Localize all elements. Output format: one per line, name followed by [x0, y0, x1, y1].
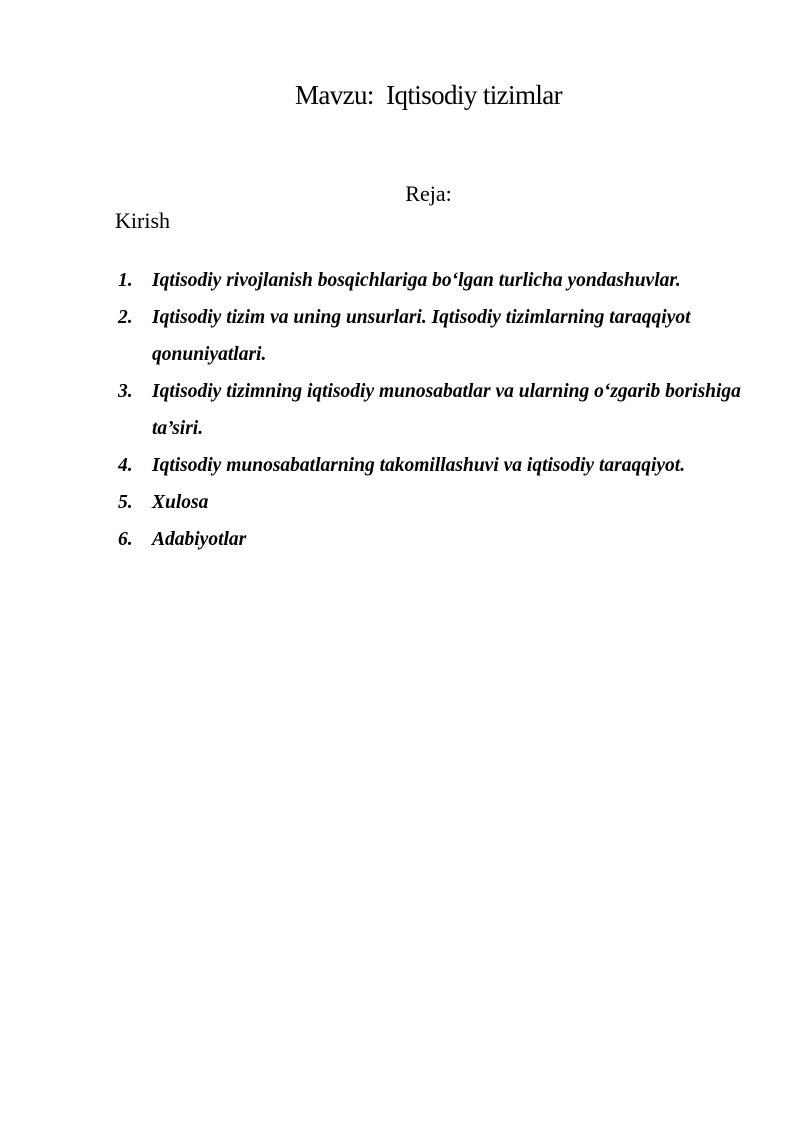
plan-item-6	[0, 521, 800, 558]
plan-item-3	[0, 373, 800, 447]
plan-item-4	[0, 447, 800, 484]
plan-item-5	[0, 484, 800, 521]
plan-item-number: 2.	[118, 307, 133, 328]
plan-item-number: 3.	[118, 381, 133, 402]
plan-item-text: Iqtisodiy munosabatlarning takomillashuvi va iqtisodiy taraqqiyot.	[152, 455, 686, 476]
plan-heading: Reja:	[405, 181, 452, 206]
plan-item-text: Iqtisodiy rivojlanish bosqichlariga bo‘lgan turlicha yondashuvlar.	[152, 270, 681, 291]
plan-item-1	[0, 262, 800, 299]
plan-item-number: 5.	[118, 492, 133, 513]
document-title: Mavzu: Iqtisodiy tizimlar	[294, 80, 563, 110]
plan-list	[0, 262, 800, 558]
plan-item-number: 1.	[118, 270, 133, 291]
plan-item-2	[0, 299, 800, 373]
intro-item: Kirish	[115, 208, 170, 233]
plan-item-number: 4.	[118, 455, 133, 476]
plan-item-text: Adabiyotlar	[152, 529, 247, 550]
plan-item-text: Iqtisodiy tizimning iqtisodiy munosabatlar va ularning o‘zgarib borishiga ta’siri.	[152, 381, 741, 439]
plan-item-number: 6.	[118, 529, 133, 550]
plan-item-text: Iqtisodiy tizim va uning unsurlari. Iqtisodiy tizimlarning taraqqiyot qonuniyatlari.	[152, 307, 691, 365]
plan-item-text: Xulosa	[152, 492, 209, 513]
